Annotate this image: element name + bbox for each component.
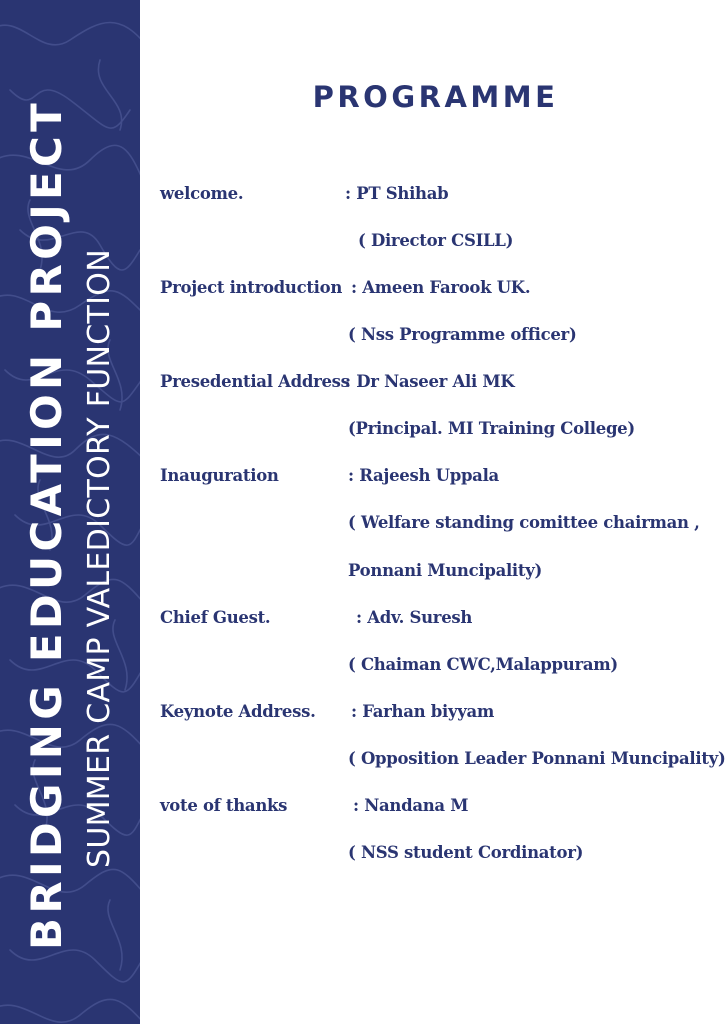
programme-detail: ( NSS student Cordinator)	[348, 843, 584, 862]
sidebar-subtitle: SUMMER CAMP VALEDICTORY FUNCTION	[82, 249, 117, 868]
programme-label: vote of thanks	[160, 796, 288, 815]
programme-detail: ( Nss Programme officer)	[348, 325, 577, 344]
programme-name: : Farhan biyyam	[351, 702, 495, 721]
programme-name: : Ameen Farook UK.	[351, 278, 531, 297]
programme-label: Keynote Address.	[160, 702, 316, 721]
programme-label: Project introduction	[160, 278, 343, 297]
programme-detail: Ponnani Muncipality)	[348, 561, 543, 580]
page-title: PROGRAMME	[312, 80, 559, 114]
programme-detail: (Principal. MI Training College)	[348, 419, 635, 438]
programme-name: : Rajeesh Uppala	[348, 466, 499, 485]
programme-label: Inauguration	[160, 466, 279, 485]
programme-label: Chief Guest.	[160, 608, 271, 627]
programme-name: : PT Shihab	[345, 184, 449, 203]
programme-detail: ( Chaiman CWC,Malappuram)	[348, 655, 618, 674]
programme-detail: ( Opposition Leader Ponnani Muncipality)	[348, 749, 725, 768]
programme-name: : Dr Naseer Ali MK	[345, 372, 515, 391]
programme-detail: ( Welfare standing comittee chairman ,	[348, 513, 700, 532]
sidebar-banner	[0, 0, 140, 1024]
programme-name: : Nandana M	[353, 796, 469, 815]
sidebar-title: BRIDGING EDUCATION PROJECT	[22, 98, 71, 950]
programme-label: Presedential Address	[160, 372, 350, 391]
programme-name: : Adv. Suresh	[356, 608, 473, 627]
programme-label: welcome.	[160, 184, 244, 203]
programme-detail: ( Director CSILL)	[358, 231, 514, 250]
